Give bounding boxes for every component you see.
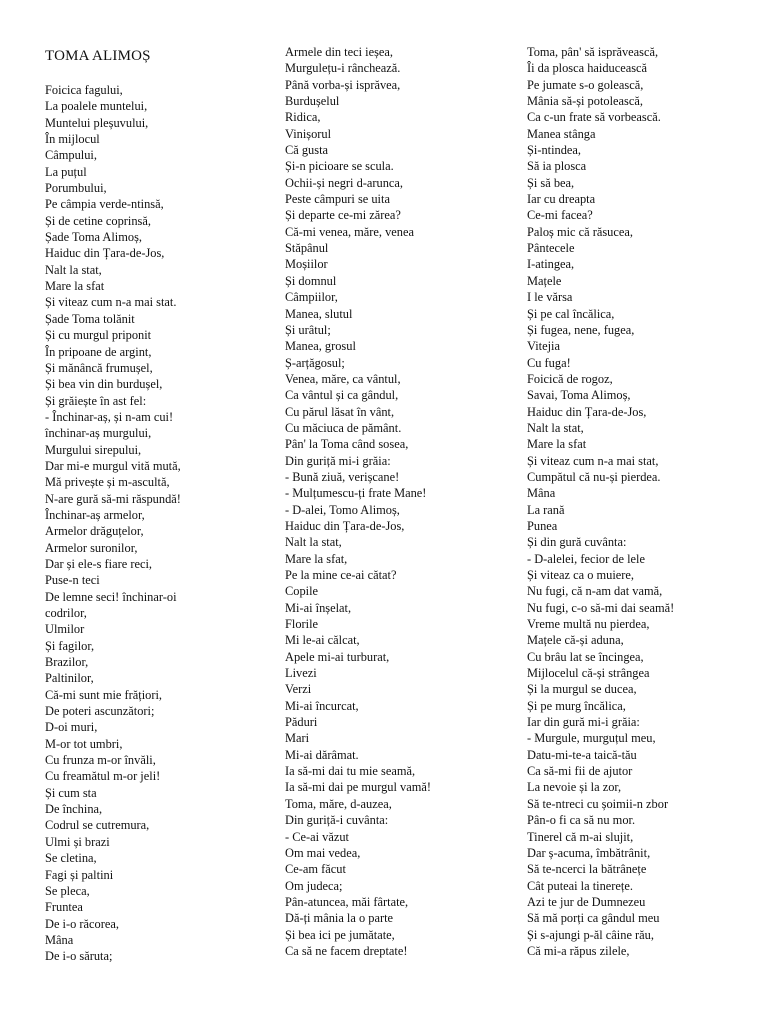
poem-line: Mare la sfat (527, 437, 587, 452)
poem-line: Nalt la stat, (527, 420, 584, 435)
poem-line: În mijlocul (45, 132, 100, 147)
poem-line: De închina, (45, 802, 103, 817)
poem-line: - Mulțumescu-ți frate Mane! (285, 486, 427, 501)
poem-line: Și viteaz cum n-a mai stat, (527, 453, 659, 468)
poem-line: Se cletina, (45, 851, 97, 866)
poem-line: Puse-n teci (45, 573, 100, 588)
poem-line: Ulmilor (45, 622, 85, 637)
poem-line: Toma, pân' să isprăvească, (527, 45, 659, 59)
poem-line: La rană (527, 502, 565, 517)
poem-title: TOMA ALIMOȘ (45, 48, 151, 64)
poem-line: La nevoie și la zor, (527, 780, 622, 795)
column-1-lines (45, 82, 265, 965)
poem-line: Și cum sta (45, 785, 97, 800)
poem-line: Azi te jur de Dumnezeu (527, 894, 646, 909)
poem-line: Și viteaz cum n-a mai stat. (45, 295, 177, 310)
poem-line: Cu măciuca de pământ. (285, 420, 402, 435)
poem-line: Și-n picioare se scula. (285, 159, 394, 174)
poem-line: Cu brâu lat se încingea, (527, 649, 644, 664)
poem-line: Dar mi-e murgul vită mută, (45, 458, 181, 473)
poem-line: Să te-ntreci cu șoimii-n zbor (527, 796, 669, 811)
poem-line: Manea, slutul (285, 306, 353, 321)
poem-line: Armelor drăguțelor, (45, 524, 144, 539)
poem-line: Murgului sirepului, (45, 442, 142, 457)
poem-line: Cu fuga! (527, 355, 571, 370)
poem-line: Nu fugi, că n-am dat vamă, (527, 584, 663, 599)
poem-line: Brazilor, (45, 655, 89, 670)
poem-line: Dar și ele-s fiare reci, (45, 556, 152, 571)
poem-line: Mi-ai încurcat, (285, 698, 359, 713)
poem-line: Din guriță mi-i grăia: (285, 453, 391, 468)
poem-line: Apele mi-ai turburat, (285, 649, 390, 664)
poem-line: - D-alelei, fecior de lele (527, 551, 645, 566)
poem-line: Haiduc din Țara-de-Jos, (285, 518, 405, 533)
poem-line: Ca c-un frate să vorbească. (527, 110, 661, 125)
poem-line: Om mai vedea, (285, 845, 361, 860)
poem-line: Cu frunza m-or învăli, (45, 753, 156, 768)
poem-line: Mă privește și m-ascultă, (45, 475, 170, 490)
poem-line: Că mi-a răpus zilele, (527, 943, 630, 958)
poem-line: Și-ntindea, (527, 143, 582, 158)
poem-line: Nalt la stat, (45, 262, 102, 277)
poem-line: Toma, măre, d-auzea, (285, 796, 392, 811)
poem-line: Ca vântul și ca gândul, (285, 388, 399, 403)
poem-line: Se pleca, (45, 883, 90, 898)
poem-line: Foicică de rogoz, (527, 371, 613, 386)
poem-line: Porumbului, (45, 181, 107, 196)
poem-line: Armele din teci ieșea, (285, 45, 394, 59)
poem-line: M-or tot umbri, (45, 736, 123, 751)
poem-line: Și pe murg încălica, (527, 698, 626, 713)
poem-line: Mi le-ai călcat, (285, 633, 360, 648)
poem-line: Om judeca; (285, 878, 343, 893)
poem-line: Și fagilor, (45, 638, 95, 653)
poem-line: Să mă porți ca gândul meu (527, 911, 660, 926)
poem-line: Datu-mi-te-a taică-tău (527, 747, 637, 762)
poem-line: Și din gură cuvânta: (527, 535, 627, 550)
poem-line: Livezi (285, 666, 317, 681)
poem-line: Să te-ncerci la bătrânețe (527, 862, 647, 877)
poem-line: Muntelui pleșuvului, (45, 115, 149, 130)
poem-line: Să ia plosca (527, 159, 587, 174)
poem-line: Iar cu dreapta (527, 192, 596, 207)
poem-line: Manea, grosul (285, 339, 356, 354)
poem-line: Câmpiilor, (285, 290, 338, 305)
poem-line: Dar ș-acuma, îmbătrânit, (527, 845, 651, 860)
poem-line: Ce-am făcut (285, 862, 346, 877)
poem-line: Paloș mic că răsucea, (527, 224, 633, 239)
poem-line: Ia să-mi dai pe murgul vamă! (285, 780, 432, 795)
poem-line: Vinișorul (285, 126, 332, 141)
poem-line: - Murgule, murguțul meu, (527, 731, 656, 746)
poem-line: Ce-mi facea? (527, 208, 593, 223)
poem-line: I-atingea, (527, 257, 575, 272)
poem-line: Până vorba-și isprăvea, (285, 77, 401, 92)
poem-line: Și domnul (285, 273, 337, 288)
poem-line: Armelor suronilor, (45, 540, 138, 555)
poem-line: În pripoane de argint, (45, 344, 152, 359)
poem-line: Închinar-aș armelor, (45, 507, 145, 522)
poem-line: Pân' la Toma când sosea, (285, 437, 409, 452)
poem-line: Paltinilor, (45, 671, 94, 686)
poem-line: Foicica fagului, (45, 83, 123, 97)
poem-line: Pân-o fi ca să nu mor. (527, 813, 636, 828)
poem-line: Dă-ți mânia la o parte (285, 911, 394, 926)
poem-line: Mâna (527, 486, 556, 501)
poem-line: Vitejia (527, 339, 560, 354)
poem-line: Ia să-mi dai tu mie seamă, (285, 764, 416, 779)
poem-line: Manea stânga (527, 126, 596, 141)
poem-line: Mi-ai dărâmat. (285, 747, 359, 762)
poem-line: Și să bea, (527, 175, 575, 190)
poem-line: Nalt la stat, (285, 535, 342, 550)
poem-line: Cu părul lăsat în vânt, (285, 404, 395, 419)
poem-line: Și bea ici pe jumătate, (285, 927, 395, 942)
poem-line: Florile (285, 617, 319, 632)
poem-line: Copile (285, 584, 319, 599)
poem-line: Ca să-mi fii de ajutor (527, 764, 633, 779)
poem-line: N-are gură să-mi răspundă! (45, 491, 181, 506)
poem-line: Vreme multă nu pierdea, (527, 617, 650, 632)
poem-line: Și pe cal încălica, (527, 306, 615, 321)
poem-line: De lemne seci! închinar-oi (45, 589, 177, 604)
poem-line: Și mănâncă frumușel, (45, 360, 153, 375)
poem-line: Cât puteai la tinerețe. (527, 878, 633, 893)
poem-line: Că gusta (285, 143, 329, 158)
poem-line: Haiduc din Țara-de-Jos, (527, 404, 647, 419)
poem-line: Pe la mine ce-ai cătat? (285, 568, 397, 582)
poem-line: Punea (527, 518, 558, 533)
poem-column-1 (45, 44, 265, 965)
poem-line: Și cu murgul priponit (45, 328, 152, 343)
poem-line: Pe câmpia verde-ntinsă, (45, 197, 164, 212)
column-3-lines (527, 44, 752, 959)
poem-line: Haiduc din Țara-de-Jos, (45, 246, 165, 261)
poem-line: Pân-atuncea, măi fârtate, (285, 894, 409, 909)
poem-line: Șade Toma tolănit (45, 311, 135, 326)
poem-line: Și viteaz ca o muiere, (527, 568, 634, 582)
poem-line: Păduri (285, 715, 318, 730)
poem-line: Mijlocelul că-și strângea (527, 666, 650, 681)
poem-line: Ca să ne facem dreptate! (285, 943, 408, 958)
poem-line: Și urâtul; (285, 322, 331, 337)
poem-line: - D-alei, Tomo Alimoș, (285, 502, 400, 517)
poem-line: Pe jumate s-o golească, (527, 77, 644, 92)
poem-line: Tinerel că m-ai slujit, (527, 829, 634, 844)
poem-line: Îi da plosca haiducească (527, 61, 648, 76)
poem-line: Mare la sfat, (285, 551, 348, 566)
poem-line: Nu fugi, c-o să-mi dai seamă! (527, 600, 675, 615)
poem-line: Și s-ajungi p-ăl câine rău, (527, 927, 654, 942)
poem-line: De i-o săruta; (45, 949, 113, 964)
poem-line: Stăpânul (285, 241, 329, 256)
poem-line: Burdușelul (285, 94, 340, 109)
poem-line: Cu freamătul m-or jeli! (45, 769, 161, 784)
poem-line: D-oi muri, (45, 720, 98, 735)
poem-line: Venea, măre, ca vântul, (285, 371, 401, 386)
poem-line: Peste câmpuri se uita (285, 192, 390, 207)
poem-line: Mare la sfat (45, 279, 105, 294)
poem-line: Ochii-și negri d-arunca, (285, 175, 404, 190)
poem-line: De poteri ascunzători; (45, 704, 155, 719)
poem-line: I le vărsa (527, 290, 573, 305)
poem-line: Ș-arțăgosul; (285, 355, 345, 370)
poem-line: La puțul (45, 164, 87, 179)
poem-line: Și la murgul se ducea, (527, 682, 637, 697)
poem-line: Și bea vin din burdușel, (45, 377, 163, 392)
poem-line: Ridica, (285, 110, 321, 125)
poem-line: Iar din gură mi-i grăia: (527, 715, 640, 730)
poem-line: Mi-ai înșelat, (285, 600, 352, 615)
poem-line: Mâna (45, 932, 74, 947)
poem-line: Verzi (285, 682, 312, 697)
column-2-lines (285, 44, 510, 959)
poem-line: Din guriță-i cuvânta: (285, 813, 389, 828)
poem-line: Mațele (527, 273, 562, 288)
poem-line: Moșiilor (285, 257, 328, 272)
poem-line: La poalele muntelui, (45, 99, 148, 114)
poem-line: Fruntea (45, 900, 83, 915)
poem-line: Mațele că-și aduna, (527, 633, 624, 648)
poem-line: Că-mi venea, măre, venea (285, 224, 415, 239)
poem-line: Și grăiește în ast fel: (45, 393, 147, 408)
poem-line: Și de cetine coprinsă, (45, 213, 151, 228)
poem-line: închinar-aș murgului, (45, 426, 152, 441)
poem-line: Șade Toma Alimoș, (45, 230, 142, 245)
poem-line: Mari (285, 731, 310, 746)
poem-line: Murgulețu-i rânchează. (285, 61, 401, 76)
poem-line: Că-mi sunt mie frățiori, (45, 687, 162, 702)
poem-line: Câmpului, (45, 148, 97, 163)
poem-line: Codrul se cutremura, (45, 818, 150, 833)
poem-line: Fagi și paltini (45, 867, 114, 882)
poem-line: Pântecele (527, 241, 575, 256)
poem-line: - Închinar-aș, și n-am cui! (45, 409, 174, 424)
poem-line: - Ce-ai văzut (285, 829, 349, 844)
poem-column-2 (285, 44, 510, 959)
poem-line: Și fugea, nene, fugea, (527, 322, 635, 337)
poem-line: - Bună ziuă, verișcane! (285, 469, 400, 484)
poem-column-3 (527, 44, 752, 959)
poem-line: codrilor, (45, 606, 87, 620)
poem-line: De i-o răcorea, (45, 916, 119, 931)
poem-line: Mânia să-și potolească, (527, 94, 643, 109)
poem-line: Cumpătul că nu-și pierdea. (527, 469, 661, 484)
poem-line: Și departe ce-mi zărea? (285, 208, 401, 223)
poem-line: Ulmi și brazi (45, 834, 110, 849)
poem-line: Savai, Toma Alimoș, (527, 388, 631, 403)
